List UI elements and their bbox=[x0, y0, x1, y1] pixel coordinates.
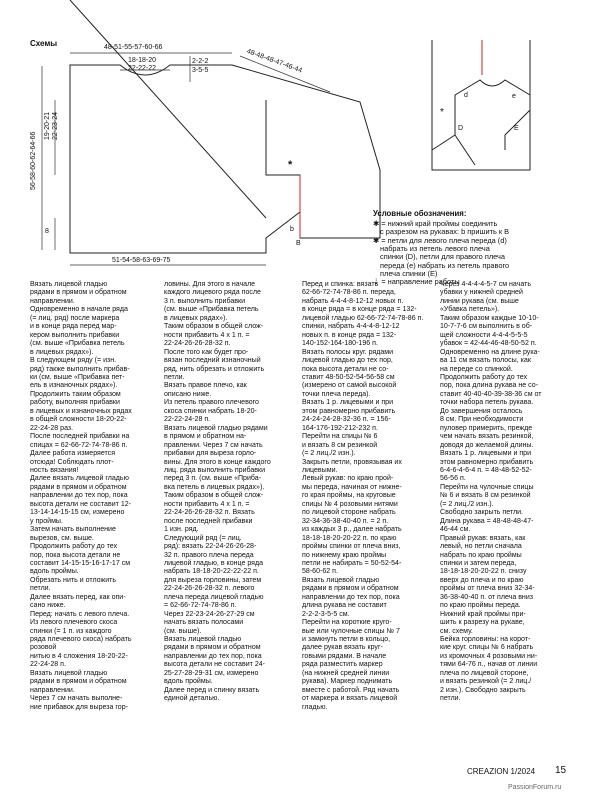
dim-neck-w1: 18-18-20 bbox=[128, 57, 157, 64]
text-line: кие круг. спицы № 6 набрать bbox=[440, 644, 534, 652]
text-line: лицевой гладью до тех пор, bbox=[302, 357, 393, 365]
text-line: (= 2 лиц./2 изн.). bbox=[440, 500, 494, 508]
text-line: в лицевых и изнаночных рядах bbox=[30, 407, 132, 415]
text-line: 3 п. выполнить прибавки bbox=[164, 297, 246, 305]
text-line: ловины. Для этого в начале bbox=[164, 281, 256, 288]
text-line: ние прибавок для выреза гор- bbox=[30, 703, 128, 711]
text-line: (= 2 лиц./2 изн.). bbox=[302, 450, 356, 458]
text-line: в лицевых рядах»). bbox=[30, 348, 94, 356]
text-line: вдоль проймы. bbox=[164, 678, 213, 686]
text-line: для выреза горловины, затем bbox=[164, 576, 262, 584]
text-line: ставит 40-40-40-39-38-36 см от bbox=[440, 390, 542, 398]
text-line: ставит 48-50-52-54-56-58 см bbox=[302, 373, 395, 381]
text-line: Далее вязать лицевой гладью bbox=[30, 475, 129, 483]
text-line: по нижнему краю проймы bbox=[302, 551, 387, 559]
text-line: лицевой гладью, в конце ряда bbox=[164, 559, 264, 567]
text-line: и в конце ряда перед мар- bbox=[30, 323, 117, 331]
text-line: Далее вязать перед, как опи- bbox=[30, 593, 126, 601]
text-line: 32-34-36-38-40-40 п. = 2 п. bbox=[302, 517, 389, 525]
label-E: E bbox=[514, 125, 519, 132]
dim-armhole-2: 22-23-24 bbox=[52, 111, 59, 140]
text-line: направлении до тех пор, пока bbox=[30, 492, 128, 500]
text-line: 18-18-18-20-20-22 п. снизу bbox=[440, 568, 527, 576]
text-line: Следующий ряд (= лиц. bbox=[164, 534, 242, 542]
text-line: (на нижней средней линии bbox=[302, 669, 390, 677]
text-line: спинки и затем переда, bbox=[440, 559, 517, 567]
text-line: Продолжить работу до тех bbox=[440, 373, 528, 381]
detail-outline bbox=[432, 40, 530, 170]
text-line: вдоль проймы. bbox=[30, 568, 79, 576]
schemes-title: Схемы bbox=[30, 39, 58, 48]
text-line: вязан последний изнаночный bbox=[164, 357, 261, 365]
text-line: вка петель в лицевых рядах»). bbox=[164, 483, 265, 491]
legend-item: плеча спинки (E) bbox=[380, 268, 438, 278]
text-line: ряд) также выполнить прибав- bbox=[30, 365, 130, 373]
text-line: 18-18-18-20-20-22 п. по краю bbox=[302, 534, 397, 542]
text-line: убавки у нижней средней bbox=[440, 289, 523, 297]
text-line: в лицевых рядах»). bbox=[164, 314, 228, 322]
text-line: от маркера и вязать лицевой bbox=[302, 695, 398, 703]
legend-item: набрать из петель левого плеча bbox=[380, 243, 490, 253]
text-line: прибавки для выреза горло- bbox=[164, 450, 257, 458]
text-line: ряд): вязать 22-24-26-26-28- bbox=[164, 543, 257, 551]
text-line: тями 64-76 п., начав от линии bbox=[440, 661, 538, 669]
text-line: До завершения осталось bbox=[440, 407, 523, 415]
text-line: 8 см. При необходимости bbox=[440, 416, 524, 424]
text-line: длина рукава не составит bbox=[302, 602, 387, 610]
text-line: из кромочных 4 розовыми ни- bbox=[440, 652, 538, 660]
legend-item: ✱ = петли для левого плеча переда (d) bbox=[373, 235, 507, 245]
text-line: Через 22-23-24-26-27-29 см bbox=[164, 610, 255, 618]
text-line: Таким образом в общей слож- bbox=[164, 323, 264, 331]
text-line: мы переда, начиная от нижне- bbox=[302, 483, 402, 491]
text-line: 22-24-28 п. bbox=[30, 661, 66, 669]
text-line: (см. выше «Прибавка петель bbox=[164, 306, 259, 314]
text-line: высота детали не составит 12- bbox=[30, 500, 132, 508]
text-line: вверх до плеча и по краю bbox=[440, 576, 524, 584]
text-line: единой деталью. bbox=[164, 695, 220, 703]
text-line: Затем начать выполнение bbox=[30, 526, 116, 534]
text-line: пор, пока длина рукава не со- bbox=[440, 382, 539, 390]
text-line: точки плеча переда). bbox=[302, 390, 371, 398]
text-line: вины. Для этого в конце каждого bbox=[164, 458, 271, 466]
text-line: 22-24-28 раз. bbox=[30, 424, 74, 432]
text-line: 2 изн.). Свободно закрыть bbox=[440, 686, 526, 694]
text-line: каждого лицевого ряда после bbox=[164, 289, 261, 297]
text-line: спинки, набрать 4-4-4-8-12-12 bbox=[302, 323, 400, 331]
text-line: «Убавка петель»). bbox=[440, 306, 500, 314]
text-line: и замкнуть петли в кольцо, bbox=[302, 636, 391, 644]
text-line: проймы спинки от плеча вниз, bbox=[302, 543, 401, 551]
text-line: Продолжить работу до тех bbox=[30, 543, 118, 551]
text-line: го края проймы, на круговые bbox=[302, 492, 396, 500]
text-line: щей сложности 4-4-4-5-5-5 bbox=[440, 331, 528, 339]
text-line: ки (см. выше «Прибавка пет- bbox=[30, 373, 125, 381]
text-line: спинки (= 1 п. из каждого bbox=[30, 627, 112, 635]
text-column-3 bbox=[302, 281, 436, 712]
text-line: петли. bbox=[440, 695, 461, 703]
text-line: набрать по краю проймы bbox=[440, 551, 522, 559]
label-d: d bbox=[464, 92, 468, 99]
dim-rib-height: 8 bbox=[45, 228, 49, 235]
text-line: линии рукава (см. выше bbox=[440, 297, 519, 305]
text-line: лицевой гладью 62-66-72-74-78-86 п. bbox=[302, 314, 424, 322]
legend-item: спинки (D), петли для правого плеча bbox=[380, 252, 505, 262]
text-line: чем начать вязать резинкой, bbox=[440, 433, 534, 441]
text-line: Правый рукав: вязать, как bbox=[440, 534, 526, 542]
text-line: в прямом и обратном на- bbox=[164, 433, 247, 441]
text-line: петли не набирать = 50-52-54- bbox=[302, 559, 402, 567]
text-line: Свободно закрыть петли. bbox=[440, 509, 524, 517]
text-line: 22-24-26-26-28-32 п. левого bbox=[164, 585, 255, 593]
text-line: Вязать лицевой гладью bbox=[30, 669, 108, 677]
text-line: Одновременно в начале ряда bbox=[30, 306, 128, 314]
text-line: 6-4-6-4-6-4 п. = 48-48-52-52- bbox=[440, 466, 532, 474]
text-line: рядами в прямом и обратном bbox=[30, 678, 127, 686]
text-column-1 bbox=[30, 281, 158, 712]
text-line: Вязать правое плечо, как bbox=[164, 382, 247, 390]
text-line: 24-24-24-28-32-36 п. = 156- bbox=[302, 416, 391, 424]
text-line: После последней прибавки на bbox=[30, 433, 130, 441]
text-line: 22-24-26-26-28-32 п. Вязать bbox=[164, 509, 255, 517]
text-line: 58-60-62 п. bbox=[302, 568, 338, 576]
text-line: этом равномерно прибавить bbox=[440, 458, 534, 466]
text-line: (измерено от самой высокой bbox=[302, 382, 397, 390]
text-line: Вязать лицевой гладью bbox=[164, 636, 242, 644]
text-line: и вязать резинкой (= 2 лиц./ bbox=[440, 678, 532, 686]
text-line: и вязать 8 см резинкой bbox=[302, 441, 378, 449]
text-line: доводя до желаемой длины. bbox=[440, 441, 534, 449]
text-column-4 bbox=[440, 281, 578, 704]
text-line: отсюда! Соблюдать плот- bbox=[30, 458, 114, 466]
text-line: Вязать 1 р. лицевыми и при bbox=[302, 399, 394, 407]
text-line: Через 4-4-4-4-5-7 см начать bbox=[440, 281, 532, 288]
text-line: Далее работа измеряется bbox=[30, 450, 116, 458]
text-line: Перед: начать с левого плеча. bbox=[30, 610, 130, 618]
text-line: ности прибавить 4 х 1 п. = bbox=[164, 331, 250, 339]
text-line: 13-14-14-15-15 см, измерено bbox=[30, 509, 125, 517]
text-line: этом равномерно прибавить bbox=[302, 407, 396, 415]
label-B: B bbox=[296, 240, 301, 247]
text-line: плеча по лицевой стороне, bbox=[440, 669, 529, 677]
text-line: ряда разместить маркер bbox=[302, 661, 383, 669]
text-line: Обрезать нить и отложить bbox=[30, 576, 117, 584]
text-line: ель в изнаночных рядах»). bbox=[30, 382, 118, 390]
footer-page-number: 15 bbox=[555, 765, 567, 776]
text-line: вые или чулочные спицы № 7 bbox=[302, 627, 400, 635]
legend-item: ⇣ = направление работы bbox=[373, 277, 460, 287]
text-line: шить к разрезу на рукаве, bbox=[440, 619, 525, 627]
dim-neck-d1: 2-2-2 bbox=[192, 58, 209, 65]
text-line: перед 3 п. (см. выше «Приба- bbox=[164, 475, 262, 483]
text-line: 140-152-164-180-196 п. bbox=[302, 340, 378, 348]
text-line: начать вязать полосами bbox=[164, 619, 244, 627]
text-line: описано ниже. bbox=[164, 390, 212, 398]
text-line: скоса спинки набрать 18-20- bbox=[164, 407, 257, 415]
text-line: Закрыть петли, провязывая их bbox=[302, 458, 402, 466]
text-line: высота детали не составит 24- bbox=[164, 661, 266, 669]
dim-bottom-width: 51-54-58-63-69-75 bbox=[112, 257, 171, 264]
text-line: рядами в прямом и обратном bbox=[30, 289, 127, 297]
text-line: Продолжить таким образом bbox=[30, 390, 121, 398]
text-line: рукава). Маркер поднимать bbox=[302, 678, 393, 686]
text-line: Одновременно на длине рука- bbox=[440, 348, 540, 356]
text-line: Таким образом в общей слож- bbox=[164, 492, 264, 500]
body-outline bbox=[70, 65, 380, 253]
text-line: Перейти на спицы № 6 bbox=[302, 433, 378, 441]
text-line: по лицевой стороне набрать bbox=[302, 509, 396, 517]
text-line: 2-2-2-3-5-5 см. bbox=[302, 610, 350, 618]
text-line: (см. выше). bbox=[164, 627, 202, 635]
text-line: петли. bbox=[164, 373, 185, 381]
rib-line bbox=[70, 0, 266, 218]
text-line: новых п. в конце ряда = 132- bbox=[302, 331, 397, 339]
text-line: Далее перед и спинку вязать bbox=[164, 686, 260, 694]
text-line: пуловер примерить, прежде bbox=[440, 424, 533, 432]
text-line: 46-44 см. bbox=[440, 526, 471, 534]
legend-item: ✱ = нижний край проймы соединить bbox=[373, 218, 498, 228]
text-line: 22-24-26-26-28-32 п. bbox=[164, 340, 231, 348]
text-line: в общей сложности 18-20-22- bbox=[30, 416, 127, 424]
text-line: = 62-66-72-74-78-86 п. bbox=[164, 602, 237, 610]
text-line: направлении до тех пор, пока bbox=[302, 593, 400, 601]
text-line: ряда плечевого скоса) набрать розовой bbox=[30, 636, 132, 652]
text-line: лицевыми. bbox=[302, 466, 338, 474]
text-line: Из левого плечевого скоса bbox=[30, 619, 118, 627]
label-e: e bbox=[512, 93, 516, 100]
dim-neck-d2: 3-5-5 bbox=[192, 67, 209, 74]
text-line: после последней прибавки bbox=[164, 517, 253, 525]
text-line: 62-66-72-74-78-86 п. переда, bbox=[302, 289, 396, 297]
text-line: (= лиц. ряд) после маркера bbox=[30, 314, 120, 322]
text-line: Вязать 1 р. лицевыми и при bbox=[440, 450, 532, 458]
text-line: спицы № 4 розовыми нитями bbox=[302, 500, 398, 508]
text-line: плеча переда лицевой гладью bbox=[164, 593, 264, 601]
footer-magazine: CREAZION 1/2024 bbox=[467, 767, 536, 776]
armhole-line bbox=[266, 100, 300, 212]
text-line: далее рукав вязать круг- bbox=[302, 644, 383, 652]
text-line: лиц. ряда выполнить прибавки bbox=[164, 466, 266, 474]
text-line: направлении до тех пор, пока bbox=[164, 652, 262, 660]
text-line: № 6 и вязать 8 см резинкой bbox=[440, 492, 531, 500]
text-line: вместе с работой. Ряд начать bbox=[302, 686, 400, 694]
text-line: Таким образом каждые 10-10- bbox=[440, 314, 539, 322]
text-line: говыми рядами. В начале bbox=[302, 652, 387, 660]
text-line: набрать 4-4-4-8-12-12 новых п. bbox=[302, 297, 404, 305]
text-column-2 bbox=[164, 281, 294, 704]
legend-item: переда (e) набрать из петель правого bbox=[380, 260, 510, 270]
text-line: Бейка горловины: на корот- bbox=[440, 636, 531, 644]
text-line: Вязать лицевой гладью рядами bbox=[164, 424, 268, 432]
text-line: Через 7 см начать выполне- bbox=[30, 695, 123, 703]
dim-armhole-1: 19-20-21 bbox=[44, 111, 51, 140]
text-line: сано ниже. bbox=[30, 602, 66, 610]
dim-body-length: 56-58-60-62-64-66 bbox=[30, 131, 37, 190]
dim-neck-w2: 22-22-22 bbox=[128, 65, 157, 72]
text-line: нитью в 4 сложения 18-20-22- bbox=[30, 652, 128, 660]
text-line: направлении. bbox=[30, 686, 75, 694]
text-line: петли. bbox=[30, 585, 51, 593]
dim-sleeve-top: 48-48-48-47-46-44 bbox=[245, 48, 303, 75]
text-line: работу, выполняя прибавки bbox=[30, 399, 120, 407]
text-line: ности прибавить 4 х 1 п. = bbox=[164, 500, 250, 508]
text-line: 164-176-192-212-232 п. bbox=[302, 424, 378, 432]
footer-watermark: PassionForum.ru bbox=[508, 784, 562, 791]
text-line: рядами в прямом и обратном bbox=[164, 644, 261, 652]
text-line: Перейти на чулочные спицы bbox=[440, 483, 534, 491]
text-line: 1 изн. ряд. bbox=[164, 526, 199, 534]
text-line: пока высота детали не со- bbox=[302, 365, 389, 373]
text-line: в конце ряда = в конце ряда = 132- bbox=[302, 306, 417, 314]
text-line: у проймы. bbox=[30, 517, 63, 525]
text-line: Длина рукава = 48-48-48-47- bbox=[440, 517, 534, 525]
text-line: 10-7-7-6 см выполнить в об- bbox=[440, 323, 533, 331]
text-line: Вязать полосы круг. рядами bbox=[302, 348, 394, 356]
text-line: направлении. bbox=[30, 297, 75, 305]
label-b: b bbox=[290, 226, 294, 233]
legend-title: Условные обозначения: bbox=[373, 209, 467, 218]
dim-top-width: 48-51-55-57-60-66 bbox=[104, 44, 163, 51]
legend bbox=[373, 210, 578, 287]
text-line: левый, но петли сначала bbox=[440, 543, 522, 551]
text-line: рядами в прямом и обратном bbox=[30, 483, 127, 491]
mark-star: * bbox=[288, 159, 293, 171]
text-line: по краю проймы переда. bbox=[440, 602, 521, 610]
text-line: В следующем ряду (= изн. bbox=[30, 357, 117, 365]
text-line: кером выполнить прибавки bbox=[30, 331, 120, 339]
text-line: 25-27-28-29-31 см, измерено bbox=[164, 669, 259, 677]
text-line: 56-56 п. bbox=[440, 475, 466, 483]
text-line: Перед и спинка: вязать bbox=[302, 281, 379, 288]
text-line: на переде со спинкой. bbox=[440, 365, 513, 373]
text-line: гладью. bbox=[302, 703, 328, 711]
text-line: ность вязания! bbox=[30, 466, 79, 474]
text-line: Вязать лицевой гладью bbox=[30, 281, 108, 288]
text-line: спицах = 62-66-72-74-78-86 п. bbox=[30, 441, 128, 449]
text-line: вырезов, см. выше. bbox=[30, 534, 94, 542]
text-line: убавок = 42-44-46-48-50-52 п. bbox=[440, 340, 537, 348]
text-line: пор, пока высота детали не bbox=[30, 551, 121, 559]
text-line: из каждых 3 р., далее набрать bbox=[302, 526, 402, 534]
text-line: составит 14-15-15-16-17-17 см bbox=[30, 559, 131, 567]
text-line: Из петель правого плечевого bbox=[164, 399, 259, 407]
text-line: 36-38-40-40 п. от плеча вниз bbox=[440, 593, 533, 601]
text-line: ва 11 см вязать полосы, как bbox=[440, 357, 531, 365]
label-D: D bbox=[458, 125, 464, 132]
detail-star: * bbox=[440, 107, 444, 118]
text-line: точки набора петель рукава. bbox=[440, 399, 534, 407]
text-line: правлении. Через 7 см начать bbox=[164, 441, 263, 449]
text-line: набрать 18-18-20-22-22-22 п. bbox=[164, 568, 259, 576]
text-line: 32 п. правого плеча переда bbox=[164, 551, 254, 559]
text-line: Перейти на короткие круго- bbox=[302, 619, 392, 627]
text-line: рядами в прямом и обратном bbox=[302, 585, 399, 593]
text-line: Нижний край проймы при- bbox=[440, 610, 526, 618]
text-line: 22-22-24-28 п. bbox=[164, 416, 211, 424]
legend-item: с разрезом на рукавах: b пришить к B bbox=[380, 227, 510, 237]
text-line: Вязать лицевой гладью bbox=[302, 576, 380, 584]
text-line: проймы от плеча вниз 32-34- bbox=[440, 585, 535, 593]
text-line: ряд, нить обрезать и отложить bbox=[164, 365, 265, 373]
text-line: см. схему. bbox=[440, 627, 473, 635]
text-line: После того как будет про- bbox=[164, 348, 249, 356]
text-line: (см. выше «Прибавка петель bbox=[30, 340, 125, 348]
text-line: Левый рукав: по краю прой- bbox=[302, 475, 394, 483]
